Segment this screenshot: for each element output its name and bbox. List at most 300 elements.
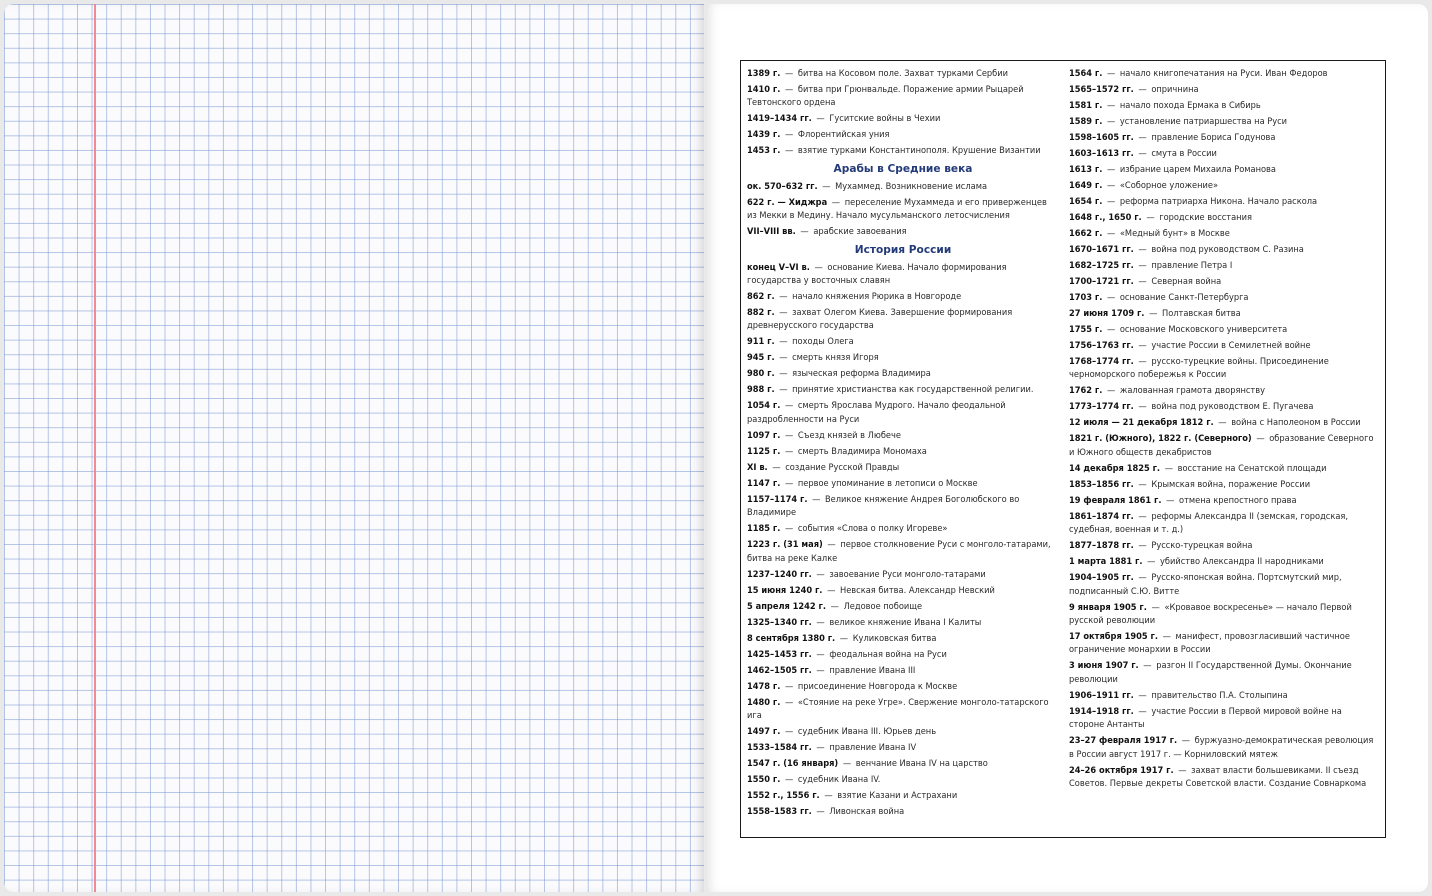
entry-dash: —	[782, 429, 796, 441]
chronology-entry	[1069, 163, 1379, 176]
entry-dash: —	[1135, 510, 1150, 522]
entry-text: начало книгопечатания на Руси. Иван Федоров	[1119, 68, 1328, 79]
entry-text: захват Олегом Киева. Завершение формирования древнерусского государства	[747, 307, 1013, 332]
chronology-entry	[747, 335, 1059, 348]
chronology-entry	[1069, 99, 1379, 112]
chronology-entry	[747, 351, 1059, 364]
chronology-entry	[747, 664, 1059, 677]
chronology-entry	[1069, 630, 1379, 657]
entry-date: 23–27 февраля 1917 г.	[1069, 735, 1178, 747]
entry-text: взятие Казани и Астрахани	[837, 790, 958, 802]
entry-dash: —	[813, 664, 828, 676]
chronology-entry	[1069, 571, 1379, 598]
entry-text: буржуазно-демократическая революция в России август 1917 г. — Корниловский мятеж	[1069, 735, 1374, 760]
entry-text: переселение Мухаммеда и его приверженцев из Мекки в Медину. Начало мусульманского летосчисления	[747, 196, 1047, 222]
entry-text: присоединение Новгорода к Москве	[797, 680, 958, 692]
entry-text: основание Киева. Начало формирования государства у восточных славян	[747, 261, 1007, 287]
entry-date: 17 октября 1905 г.	[1069, 631, 1158, 643]
entry-text: правление Ивана III	[829, 664, 916, 676]
chronology-entry	[747, 741, 1059, 754]
entry-dash: —	[776, 384, 791, 396]
notebook-spread	[4, 4, 1428, 892]
chronology-entry	[747, 290, 1059, 303]
entry-dash: —	[1253, 433, 1268, 445]
entry-date: 1157–1174 г.	[747, 493, 808, 505]
entry-date: 945 г.	[747, 352, 775, 364]
entry-date: 1670–1671 гг.	[1069, 244, 1134, 255]
entry-text: опричнина	[1151, 84, 1199, 95]
entry-text: начало княжения Рюрика в Новгороде	[792, 291, 962, 303]
entry-dash: —	[1104, 292, 1118, 303]
entry-text: Мухаммед. Возникновение ислама	[835, 180, 988, 192]
chronology-entry	[1069, 339, 1379, 352]
entry-date: 1581 г.	[1069, 100, 1103, 111]
section-heading: Арабы в Средние века	[833, 162, 973, 175]
entry-date: 1649 г.	[1069, 180, 1103, 191]
chronology-entry	[1069, 400, 1379, 413]
entry-text: «Медный бунт» в Москве	[1119, 228, 1230, 239]
entry-dash: —	[1135, 340, 1150, 351]
chronology-entry	[747, 568, 1059, 581]
entry-date: 1906–1911 гг.	[1069, 689, 1134, 701]
entry-date: 1598–1605 гг.	[1069, 132, 1134, 143]
entry-dash: —	[782, 680, 796, 692]
entry-date: 622 г. — Хиджра	[747, 196, 828, 208]
entry-text: правительство П.А. Столыпина	[1151, 689, 1288, 701]
entry-dash: —	[1135, 260, 1150, 271]
entry-date: 988 г.	[747, 384, 775, 396]
entry-date: 1861–1874 гг.	[1069, 510, 1134, 522]
entry-dash: —	[776, 368, 791, 380]
entry-text: реформы Александра II (земская, городская, судебная, военная и т. д.)	[1069, 510, 1349, 536]
entry-dash: —	[1135, 540, 1150, 552]
entry-date: 1654 г.	[1069, 196, 1103, 207]
entry-date: 1564 г.	[1069, 68, 1103, 79]
entry-date: 1603–1613 гг.	[1069, 148, 1134, 159]
entry-date: VII–VIII вв.	[747, 226, 796, 238]
entry-dash: —	[811, 261, 826, 273]
entry-date: XI в.	[747, 461, 768, 473]
chronology-entry	[1069, 291, 1379, 304]
chronology-entry	[1069, 494, 1379, 507]
entry-date: 15 июня 1240 г.	[747, 584, 823, 596]
entry-date: 1773–1774 гг.	[1069, 401, 1134, 413]
entry-dash: —	[1135, 84, 1150, 95]
entry-date: 1762 г.	[1069, 385, 1103, 397]
entry-text: правление Бориса Годунова	[1151, 132, 1276, 143]
entry-dash: —	[824, 584, 838, 596]
entry-date: 882 г.	[747, 307, 775, 319]
entry-date: 1462–1505 гг.	[747, 664, 812, 676]
chronology-entry	[747, 225, 1059, 238]
entry-dash: —	[1104, 100, 1118, 111]
entry-text: смута в России	[1151, 148, 1217, 159]
entry-text: смерть князя Игоря	[792, 352, 879, 364]
chronology-entry	[747, 429, 1059, 442]
chronology-entry	[747, 261, 1059, 288]
entry-text: восстание на Сенатской площади	[1177, 462, 1327, 474]
chronology-entry	[1069, 601, 1379, 628]
chronology-entry	[1069, 478, 1379, 491]
entry-date: 1439 г.	[747, 129, 781, 141]
chronology-entry	[747, 757, 1059, 770]
entry-date: 3 июня 1907 г.	[1069, 660, 1139, 672]
chronology-entry	[1069, 211, 1379, 224]
chronology-entry	[747, 773, 1059, 786]
entry-date: 1589 г.	[1069, 116, 1103, 127]
chronology-entry	[1069, 510, 1379, 537]
entry-text: Русско-японская война. Портсмутский мир, подписанный С.Ю. Витте	[1069, 572, 1342, 597]
entry-text: первое упоминание в летописи о Москве	[797, 477, 978, 489]
entry-dash: —	[1135, 356, 1150, 367]
entry-dash: —	[813, 568, 828, 580]
entry-dash: —	[776, 336, 791, 348]
entry-dash: —	[1135, 148, 1150, 159]
entry-date: 1914–1918 гг.	[1069, 705, 1134, 717]
entry-date: 1756–1763 гг.	[1069, 340, 1134, 351]
entry-text: Крымская война, поражение России	[1151, 478, 1311, 490]
entry-dash: —	[1179, 735, 1193, 747]
chronology-entry	[747, 600, 1059, 613]
entry-text: битва на Косовом поле. Захват турками Сербии	[797, 68, 1009, 79]
chronology-table	[740, 60, 1386, 838]
entry-dash: —	[782, 445, 796, 457]
entry-text: «Соборное уложение»	[1119, 180, 1219, 191]
chronology-entry	[747, 632, 1059, 645]
chronology-entry	[747, 445, 1059, 458]
chronology-entry	[1069, 243, 1379, 256]
entry-text: первое столкновение Руси с монголо-татарами, битва на реке Калке	[747, 539, 1051, 564]
chronology-entry	[1069, 275, 1379, 288]
entry-date: 1453 г.	[747, 145, 781, 157]
entry-text: русско-турецкие войны. Присоединение черноморского побережья к России	[1069, 356, 1329, 381]
entry-date: 14 декабря 1825 г.	[1069, 462, 1161, 474]
entry-text: события «Слова о полку Игореве»	[797, 523, 948, 535]
chronology-entry	[747, 67, 1059, 80]
entry-date: 862 г.	[747, 291, 775, 303]
entry-date: 1565–1572 гг.	[1069, 84, 1134, 95]
chronology-entry	[1069, 384, 1379, 397]
entry-dash: —	[1175, 764, 1190, 776]
entry-dash: —	[813, 648, 828, 660]
entry-text: основание Московского университета	[1119, 324, 1288, 335]
entry-text: Куликовская битва	[852, 632, 937, 644]
entry-date: 1419–1434 гг.	[747, 113, 812, 125]
entry-date: 1147 г.	[747, 477, 781, 489]
entry-text: манифест, провозгласивший частичное ограничение монархии в России	[1069, 631, 1350, 656]
chronology-entry	[1069, 83, 1379, 96]
chronology-entry	[747, 83, 1059, 110]
entry-date: 980 г.	[747, 368, 775, 380]
entry-dash: —	[782, 477, 796, 489]
entry-dash: —	[1163, 494, 1178, 506]
entry-text: завоевание Руси монголо-татарами	[829, 568, 986, 580]
chronology-entry	[747, 196, 1059, 223]
entry-date: 1389 г.	[747, 68, 781, 79]
entry-dash: —	[813, 113, 828, 125]
entry-text: походы Олега	[792, 336, 854, 348]
entry-text: судебник Ивана III. Юрьев день	[797, 726, 937, 738]
entry-dash: —	[1140, 660, 1155, 672]
chronology-entry	[747, 144, 1059, 157]
entry-dash: —	[1104, 196, 1118, 207]
chronology-entry	[747, 493, 1059, 520]
entry-text: венчание Ивана IV на царство	[855, 758, 988, 770]
chronology-entry	[747, 648, 1059, 661]
entry-dash: —	[782, 129, 796, 141]
entry-dash: —	[782, 84, 796, 95]
chronology-entry	[1069, 555, 1379, 568]
entry-dash: —	[1135, 276, 1150, 287]
entry-text: Ливонская война	[829, 806, 905, 818]
entry-dash: —	[782, 523, 796, 535]
chronology-entry	[747, 180, 1059, 193]
entry-date: 1662 г.	[1069, 228, 1103, 239]
entry-dash: —	[809, 493, 824, 505]
entry-text: судебник Ивана IV.	[797, 774, 881, 786]
entry-date: 1480 г.	[747, 696, 781, 708]
entry-text: избрание царем Михаила Романова	[1119, 164, 1276, 175]
chronology-entry	[1069, 195, 1379, 208]
entry-dash: —	[782, 696, 796, 708]
entry-date: 1478 г.	[747, 680, 781, 692]
entry-date: 1097 г.	[747, 429, 781, 441]
chronology-entry	[747, 128, 1059, 141]
entry-date: 1821 г. (Южного), 1822 г. (Северного)	[1069, 433, 1252, 445]
entry-dash: —	[1144, 556, 1158, 568]
entry-dash: —	[840, 758, 854, 770]
entry-dash: —	[1135, 244, 1150, 255]
entry-text: великое княжение Ивана I Калиты	[829, 616, 982, 628]
chronology-entry	[747, 696, 1059, 723]
entry-date: 12 июля — 21 декабря 1812 г.	[1069, 417, 1214, 429]
entry-dash: —	[1104, 180, 1118, 191]
chronology-entry	[747, 522, 1059, 535]
entry-date: конец V–VI в.	[747, 261, 810, 273]
entry-date: 1497 г.	[747, 726, 781, 738]
chronology-entry	[747, 805, 1059, 818]
entry-text: принятие христианства как государственной религии.	[792, 384, 1034, 396]
entry-dash: —	[1135, 401, 1150, 413]
chronology-entry	[1069, 307, 1379, 320]
chronology-entry	[1069, 416, 1379, 429]
entry-date: 19 февраля 1861 г.	[1069, 494, 1162, 506]
entry-date: 1558–1583 гг.	[747, 806, 812, 818]
entry-text: смерть Ярослава Мудрого. Начало феодальной раздробленности на Руси	[747, 400, 1006, 425]
chronology-entry	[1069, 115, 1379, 128]
entry-date: 5 апреля 1242 г.	[747, 600, 827, 612]
entry-dash: —	[824, 539, 839, 551]
entry-dash: —	[1148, 601, 1163, 613]
entry-dash: —	[1135, 689, 1150, 701]
entry-dash: —	[829, 196, 843, 208]
entry-text: установление патриаршества на Руси	[1119, 116, 1288, 127]
entry-date: 1853–1856 гг.	[1069, 478, 1134, 490]
right-column	[1069, 67, 1379, 793]
entry-text: битва при Грюнвальде. Поражение армии Рыцарей Тевтонского ордена	[747, 84, 1024, 109]
entry-date: 8 сентября 1380 г.	[747, 632, 836, 644]
entry-text: создание Русской Правды	[785, 461, 900, 473]
entry-text: участие России в Первой мировой войне на стороне Антанты	[1069, 705, 1342, 731]
entry-dash: —	[1143, 212, 1158, 223]
entry-dash: —	[1146, 308, 1160, 319]
chronology-entry	[1069, 227, 1379, 240]
chronology-entry	[1069, 432, 1379, 459]
entry-text: языческая реформа Владимира	[792, 368, 931, 380]
entry-date: 1703 г.	[1069, 292, 1103, 303]
entry-dash: —	[769, 461, 784, 473]
entry-date: 1410 г.	[747, 84, 781, 95]
entry-date: 1552 г., 1556 г.	[747, 790, 820, 802]
entry-dash: —	[782, 68, 796, 79]
entry-text: Русско-турецкая война	[1151, 540, 1253, 552]
entry-text: Съезд князей в Любече	[797, 429, 901, 441]
entry-text: война под руководством Е. Пугачева	[1151, 401, 1314, 413]
entry-dash: —	[782, 774, 796, 786]
entry-text: правление Ивана IV	[829, 742, 917, 754]
entry-dash: —	[1215, 417, 1230, 429]
entry-dash: —	[828, 600, 842, 612]
entry-dash: —	[813, 616, 828, 628]
chronology-entry	[747, 461, 1059, 474]
chronology-entry	[747, 680, 1059, 693]
entry-dash: —	[1104, 164, 1118, 175]
entry-text: смерть Владимира Мономаха	[797, 445, 927, 457]
entry-date: 1682–1725 гг.	[1069, 260, 1134, 271]
entry-text: городские восстания	[1159, 212, 1252, 223]
entry-date: 1768–1774 гг.	[1069, 356, 1134, 367]
entry-text: «Стояние на реке Угре». Свержение монголо-татарского ига	[747, 696, 1049, 722]
entry-text: война под руководством С. Разина	[1151, 244, 1304, 255]
entry-text: Флорентийская уния	[797, 129, 890, 141]
chronology-entry	[1069, 764, 1379, 791]
entry-text: отмена крепостного права	[1179, 494, 1297, 506]
entry-date: 1185 г.	[747, 523, 781, 535]
chronology-entry	[1069, 705, 1379, 732]
entry-text: начало похода Ермака в Сибирь	[1119, 100, 1261, 111]
chronology-entry	[747, 306, 1059, 333]
chronology-entry	[1069, 539, 1379, 552]
entry-date: 1877–1878 гг.	[1069, 540, 1134, 552]
entry-date: 9 января 1905 г.	[1069, 601, 1147, 613]
chronology-entry	[1069, 147, 1379, 160]
chronology-entry	[1069, 659, 1379, 686]
entry-dash: —	[1104, 228, 1118, 239]
entry-text: правление Петра I	[1151, 260, 1233, 271]
entry-dash: —	[776, 291, 791, 303]
entry-dash: —	[821, 790, 836, 802]
chronology-entry	[1069, 259, 1379, 272]
entry-text: арабские завоевания	[813, 226, 907, 238]
entry-dash: —	[1159, 631, 1174, 643]
chronology-entry	[1069, 462, 1379, 475]
entry-date: 1125 г.	[747, 445, 781, 457]
entry-date: 1325–1340 гг.	[747, 616, 812, 628]
chronology-entry	[1069, 689, 1379, 702]
entry-text: участие России в Семилетней войне	[1151, 340, 1311, 351]
entry-dash: —	[1104, 385, 1118, 397]
entry-text: Великое княжение Андрея Боголюбского во Владимире	[747, 493, 1020, 519]
section-heading: История России	[854, 243, 952, 256]
entry-dash: —	[1135, 132, 1150, 143]
entry-dash: —	[1104, 324, 1118, 335]
chronology-entry	[1069, 179, 1379, 192]
entry-dash: —	[776, 307, 791, 319]
entry-dash: —	[782, 726, 796, 738]
entry-date: 1755 г.	[1069, 324, 1103, 335]
chronology-entry	[1069, 131, 1379, 144]
chronology-entry	[1069, 323, 1379, 336]
entry-date: 911 г.	[747, 336, 775, 348]
chronology-entry	[1069, 355, 1379, 382]
entry-date: 1550 г.	[747, 774, 781, 786]
entry-dash: —	[1104, 68, 1118, 79]
entry-dash: —	[1135, 705, 1150, 717]
entry-text: «Кровавое воскресенье» — начало Первой русской революции	[1069, 601, 1352, 627]
entry-text: захват власти большевиками. II съезд Советов. Первые декреты Советской власти. Создание Совнаркома	[1069, 764, 1367, 790]
entry-text: жалованная грамота дворянству	[1119, 385, 1265, 397]
entry-dash: —	[1135, 478, 1150, 490]
chronology-entry	[747, 616, 1059, 629]
entry-dash: —	[813, 806, 828, 818]
chronology-entry	[747, 383, 1059, 396]
entry-date: 1 марта 1881 г.	[1069, 556, 1143, 568]
chronology-entry	[747, 584, 1059, 597]
entry-date: 1425–1453 гг.	[747, 648, 812, 660]
entry-text: взятие турками Константинополя. Крушение Византии	[797, 145, 1041, 157]
entry-date: 1054 г.	[747, 400, 781, 412]
entry-date: 1904–1905 гг.	[1069, 572, 1134, 584]
entry-text: Гуситские войны в Чехии	[829, 113, 941, 125]
entry-dash: —	[782, 400, 796, 412]
chronology-entry	[747, 789, 1059, 802]
entry-text: война с Наполеоном в России	[1231, 417, 1361, 429]
chronology-entry	[747, 538, 1059, 565]
chronology-entry	[747, 477, 1059, 490]
entry-text: Полтавская битва	[1161, 308, 1241, 319]
margin-line	[94, 4, 96, 892]
entry-date: ок. 570–632 гг.	[747, 180, 818, 192]
entry-date: 24–26 октября 1917 г.	[1069, 764, 1174, 776]
entry-dash: —	[813, 742, 828, 754]
entry-date: 1613 г.	[1069, 164, 1103, 175]
entry-date: 1648 г., 1650 г.	[1069, 212, 1142, 223]
chronology-entry	[1069, 67, 1379, 80]
entry-dash: —	[1104, 116, 1118, 127]
chronology-entry	[747, 725, 1059, 738]
entry-date: 1533–1584 гг.	[747, 742, 812, 754]
entry-date: 1223 г. (31 мая)	[747, 539, 823, 551]
entry-text: Невская битва. Александр Невский	[839, 584, 995, 596]
entry-text: разгон II Государственной Думы. Окончание революции	[1069, 660, 1352, 685]
left-column	[747, 67, 1059, 821]
entry-dash: —	[1162, 462, 1176, 474]
chronology-entry	[747, 112, 1059, 125]
entry-date: 1237–1240 гг.	[747, 568, 812, 580]
entry-dash: —	[797, 226, 812, 238]
reference-page	[706, 4, 1428, 892]
entry-text: убийство Александра II народниками	[1160, 556, 1324, 568]
entry-text: реформа патриарха Никона. Начало раскола	[1119, 196, 1318, 207]
entry-text: основание Санкт-Петербурга	[1119, 292, 1249, 303]
entry-text: Ледовое побоище	[843, 600, 923, 612]
chronology-entry	[747, 399, 1059, 426]
entry-dash: —	[837, 632, 851, 644]
grid-page	[4, 4, 704, 892]
entry-date: 1700–1721 гг.	[1069, 276, 1134, 287]
entry-dash: —	[819, 180, 834, 192]
entry-dash: —	[782, 145, 796, 157]
